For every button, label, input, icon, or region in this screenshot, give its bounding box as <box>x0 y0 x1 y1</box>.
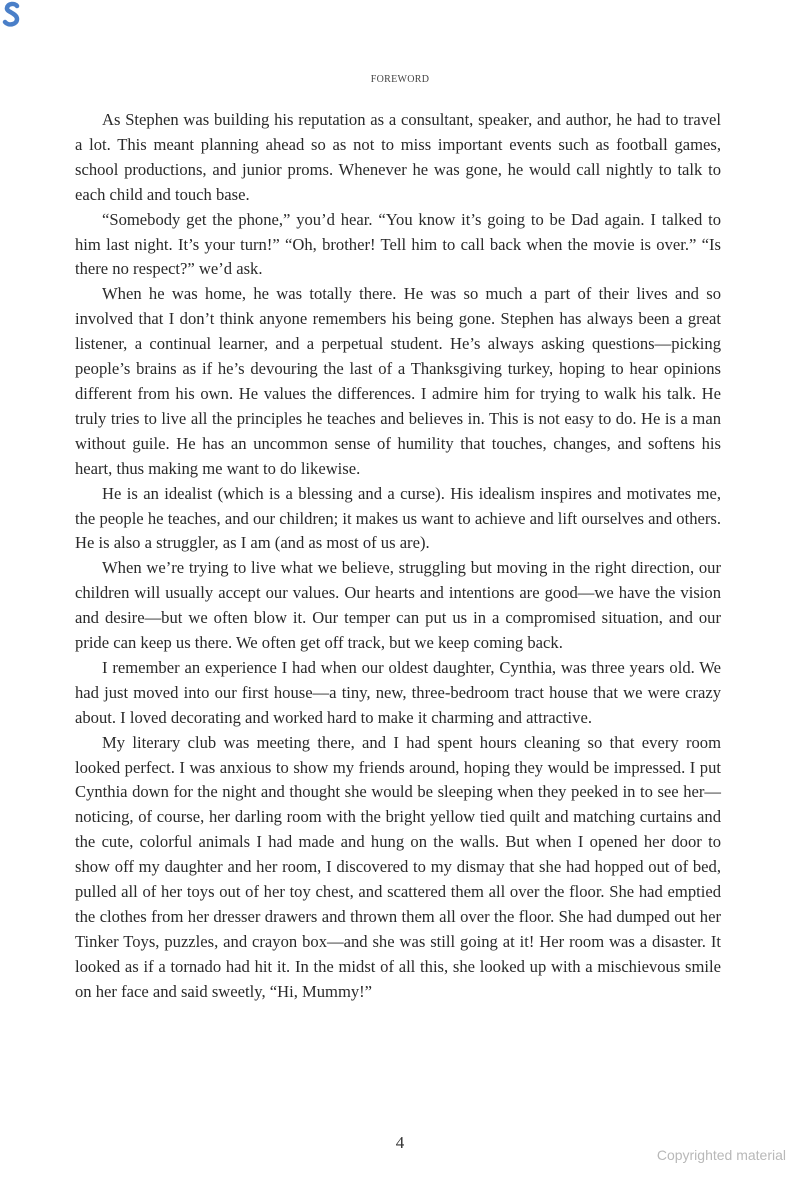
paragraph: When he was home, he was totally there. He was so much a part of their lives and so involved that I don’t think anyone remembers his being gone. Stephen has always been a great listener, a continual learner, and a perpetual student. He’s always asking questions—picking people’s brains as if he’s devouring the last of a Thanksgiving turkey, hoping to hear opinions different from his own. He values the differences. I admire him for trying to walk his talk. He truly tries to live all the principles he teaches and believes in. This is not easy to do. He is a man without guile. He has an uncommon sense of humility that touches, changes, and softens his heart, thus making me want to do likewise. <box>75 284 721 478</box>
copyright-watermark: Copyrighted material <box>656 1147 786 1163</box>
google-books-s-icon <box>2 0 22 28</box>
paragraph: When we’re trying to live what we believe, struggling but moving in the right direction, our children will usually accept our values. Our hearts and intentions are good—we have the vision and desire—but we often blow it. Our temper can put us in a compromised situation, and our pride can keep us there. We often get off track, but we keep coming back. <box>75 558 721 653</box>
paragraph: He is an idealist (which is a blessing and a curse). His idealism inspires and motivates me, the people he teaches, and our children; it makes us want to achieve and lift ourselves and others. He is also a struggler, as I am (and as most of us are). <box>75 483 721 553</box>
body-text <box>75 108 721 1005</box>
page-number: 4 <box>395 1133 405 1152</box>
paragraph: I remember an experience I had when our oldest daughter, Cynthia, was three years old. We had just moved into our first house—a tiny, new, three-bedroom tract house that we were crazy about. I loved decorating and worked hard to make it charming and attractive. <box>75 657 721 727</box>
paragraph: “Somebody get the phone,” you’d hear. “You know it’s going to be Dad again. I talked to him last night. It’s your turn!” “Oh, brother! Tell him to call back when the movie is over.” “Is there no respect?” we’d ask. <box>75 209 721 279</box>
paragraph: As Stephen was building his reputation as a consultant, speaker, and author, he had to travel a lot. This meant planning ahead so as not to miss important events such as football games, school productions, and junior proms. Whenever he was gone, he would call nightly to talk to each child and touch base. <box>75 110 721 204</box>
running-head: FOREWORD <box>370 74 430 85</box>
paragraph: My literary club was meeting there, and I had spent hours cleaning so that every room looked perfect. I was anxious to show my friends around, hoping they would be impressed. I put Cynthia down for the night and thought she would be sleeping when they peeked in to see her—noticing, of course, her darling room with the bright yellow tied quilt and matching curtains and the cute, colorful animals I had made and hung on the walls. But when I opened her door to show off my daughter and her room, I discovered to my dismay that she had hopped out of bed, pulled all of her toys out of her toy chest, and scattered them all over the floor. She had emptied the clothes from her dresser drawers and thrown them all over the floor. She had dumped out her Tinker Toys, puzzles, and crayon box—and she was still going at it! Her room was a disaster. It looked as if a tornado had hit it. In the midst of all this, she looked up with a mischievous smile on her face and said sweetly, “Hi, Mummy!” <box>75 732 721 1001</box>
